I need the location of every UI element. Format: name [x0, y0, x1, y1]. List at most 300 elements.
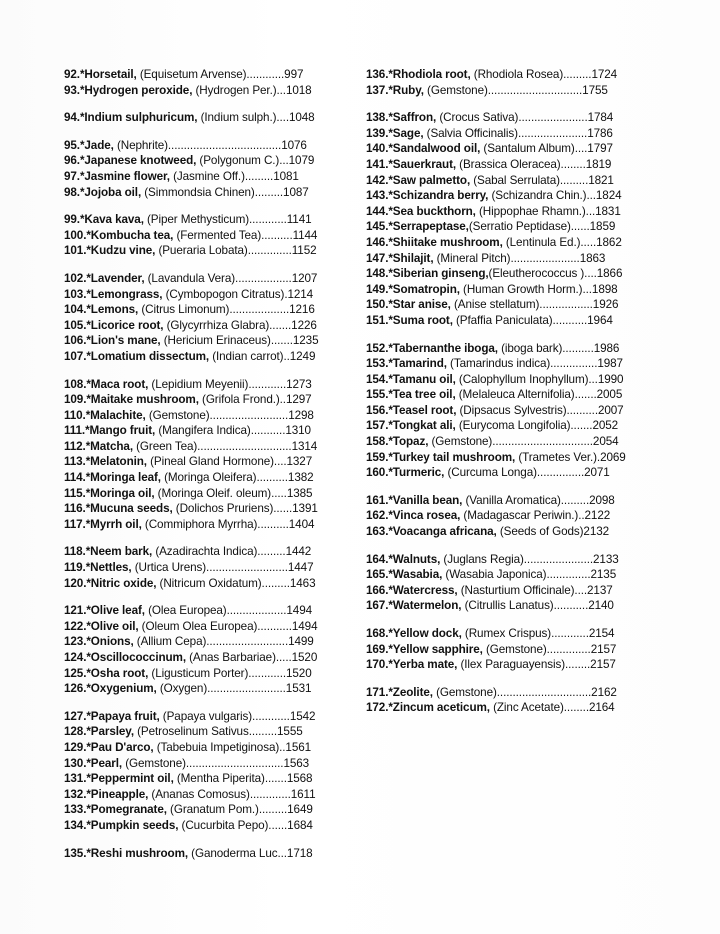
index-entry — [64, 560, 364, 576]
entry-latin-page: (Urtica Urens)..........................1447 — [131, 561, 314, 575]
entry-number: 138. — [366, 111, 389, 125]
entry-name: *Reshi mushroom, — [86, 846, 189, 860]
entry-latin-page: (Green Tea)..............................1314 — [132, 439, 318, 453]
index-entry — [366, 493, 666, 509]
entry-name: *Lion's mane, — [86, 334, 161, 348]
entry-number: 111. — [64, 424, 86, 438]
entry-latin-page: (Simmondsia Chinen).........1087 — [141, 185, 309, 199]
index-entry — [64, 243, 364, 259]
entry-latin-page: (Ligusticum Porter)............1520 — [148, 666, 312, 680]
entry-name: *Somatropin, — [388, 282, 460, 296]
index-entry — [366, 235, 666, 251]
index-entry — [366, 266, 666, 282]
index-group — [64, 271, 364, 365]
index-entry — [366, 83, 666, 99]
entry-number: 157. — [366, 419, 389, 433]
index-entry — [366, 141, 666, 157]
index-entry — [366, 204, 666, 220]
entry-number: 106. — [64, 334, 87, 348]
index-entry — [64, 486, 364, 502]
entry-name: *Pumpkin seeds, — [86, 818, 179, 832]
entry-latin-page: (Mentha Piperita).......1568 — [173, 772, 313, 786]
index-entry — [64, 650, 364, 666]
entry-name: *Zeolite, — [388, 685, 433, 699]
entry-number: 166. — [366, 583, 389, 597]
entry-number: 132. — [64, 787, 87, 801]
index-group — [64, 67, 364, 98]
entry-name: *Lomatium dissectum, — [86, 349, 210, 363]
entry-name: *Voacanga africana, — [388, 525, 497, 539]
entry-name: *Malachite, — [85, 408, 146, 422]
index-entry — [64, 318, 364, 334]
entry-latin-page: (Cymbopogon Citratus).1214 — [162, 287, 314, 301]
index-group — [64, 846, 364, 862]
entry-latin-page: (Lepidium Meyenii)............1273 — [148, 377, 312, 391]
entry-latin-page: (Nephrite)....................................1076 — [113, 138, 307, 152]
entry-name: *Kava kava, — [79, 213, 144, 227]
entry-latin-page: (Citrus Limonum)...................1216 — [138, 303, 315, 317]
entry-name: *Yellow dock, — [388, 627, 462, 640]
entry-number: 95. — [64, 138, 80, 152]
index-entry — [64, 818, 364, 834]
entry-number: 112. — [64, 439, 86, 453]
entry-latin-page: (Gemstone).........................1298 — [145, 408, 314, 422]
entry-latin-page: (Rhodiola Rosea).........1724 — [470, 68, 618, 81]
entry-latin-page: (Allium Cepa)..........................1499 — [133, 635, 314, 649]
entry-name: *Pomegranate, — [86, 803, 167, 817]
entry-latin-page: (Ilex Paraguayensis)........2157 — [457, 658, 616, 672]
entry-latin-page: (Lavandula Vera)..................1207 — [144, 271, 318, 285]
entry-latin-page: (Grifola Frond.)..1297 — [198, 393, 312, 407]
entry-name: *Saffron, — [388, 111, 437, 125]
index-entry — [64, 423, 364, 439]
entry-name: *Vanilla bean, — [388, 493, 463, 507]
entry-number: 139. — [366, 126, 389, 140]
index-entry — [366, 251, 666, 267]
entry-latin-page: (Papaya vulgaris)............1542 — [159, 709, 316, 723]
entry-name: *Sauerkraut, — [388, 157, 457, 171]
index-group — [64, 138, 364, 200]
entry-number: 117. — [64, 517, 86, 531]
entry-number: 144. — [366, 204, 389, 218]
entry-number: 94. — [64, 111, 80, 125]
index-group — [64, 709, 364, 834]
index-entry — [64, 287, 364, 303]
entry-latin-page: (Ananas Comosus).............1611 — [148, 787, 316, 801]
entry-number: 137. — [366, 83, 389, 97]
entry-name: *Nettles, — [85, 561, 132, 575]
entry-name: *Rhodiola root, — [388, 68, 471, 81]
entry-number: 127. — [64, 709, 87, 723]
entry-number: 143. — [366, 189, 389, 203]
entry-latin-page: (Equisetum Arvense)............997 — [136, 68, 304, 81]
entry-number: 133. — [64, 803, 87, 817]
entry-name: *Tabernanthe iboga, — [388, 341, 498, 355]
entry-name: *Oxygenium, — [86, 682, 157, 696]
entry-number: 146. — [366, 235, 389, 249]
entry-number: 131. — [64, 772, 87, 786]
entry-number: 171. — [366, 685, 389, 699]
entry-latin-page: (Olea Europea)...................1494 — [144, 604, 312, 618]
index-entry — [64, 110, 364, 126]
entry-number: 119. — [64, 561, 86, 575]
index-group — [366, 626, 666, 673]
entry-name: *Pau D'arco, — [86, 740, 154, 754]
entry-latin-page: (Trametes Ver.).2069 — [515, 450, 626, 464]
index-entry — [366, 282, 666, 298]
entry-number: 128. — [64, 725, 87, 739]
index-group — [366, 685, 666, 716]
index-entry — [64, 454, 364, 470]
entry-name: *Turkey tail mushroom, — [388, 450, 516, 464]
entry-number: 126. — [64, 682, 87, 696]
entry-number: 96. — [64, 154, 80, 168]
entry-latin-page: (Moringa Oleifera)..........1382 — [160, 471, 314, 485]
entry-name: *Tamanu oil, — [388, 372, 456, 386]
entry-latin-page: (Gemstone)...............................1563 — [122, 756, 310, 770]
entry-name: *Yerba mate, — [388, 658, 458, 672]
entry-latin-page: (Curcuma Longa)...............2071 — [444, 466, 610, 480]
entry-latin-page: (Ganoderma Luc...1718 — [188, 846, 313, 860]
index-entry — [64, 377, 364, 393]
index-entry — [366, 524, 666, 540]
index-group — [366, 552, 666, 614]
entry-name: *Vinca rosea, — [388, 509, 461, 523]
entry-latin-page: (Pueraria Lobata)..............1152 — [155, 244, 317, 258]
entry-number: 110. — [64, 408, 86, 422]
index-entry — [366, 567, 666, 583]
entry-name: *Osha root, — [86, 666, 149, 680]
entry-number: 148. — [366, 267, 389, 281]
entry-name: *Parsley, — [86, 725, 134, 739]
entry-number: 92. — [64, 68, 80, 81]
entry-number: 150. — [366, 298, 389, 312]
entry-name: *Hydrogen peroxide, — [79, 83, 193, 97]
entry-number: 153. — [366, 357, 389, 371]
entry-name: *Yellow sapphire, — [388, 642, 483, 656]
index-entry — [64, 681, 364, 697]
index-entry — [64, 603, 364, 619]
entry-latin-page: (Gemstone)..............................2162 — [432, 685, 617, 699]
entry-name: *Tea tree oil, — [388, 388, 456, 402]
entry-name: *Shilajit, — [388, 251, 434, 265]
index-group — [366, 110, 666, 328]
index-entry — [64, 271, 364, 287]
entry-latin-page: (Pineal Gland Hormone)....1327 — [146, 455, 313, 469]
entry-number: 105. — [64, 318, 87, 332]
entry-name: *Schizandra berry, — [388, 189, 489, 203]
entry-name: *Watermelon, — [388, 599, 462, 613]
index-entry — [64, 185, 364, 201]
entry-name: *Topaz, — [388, 435, 429, 449]
entry-number: 159. — [366, 450, 389, 464]
entry-name: *Suma root, — [388, 313, 453, 327]
index-entry — [64, 802, 364, 818]
entry-number: 97. — [64, 169, 80, 183]
index-entry — [366, 508, 666, 524]
index-entry — [64, 212, 364, 228]
index-entry — [366, 465, 666, 481]
index-entry — [366, 685, 666, 701]
index-entry — [64, 83, 364, 99]
entry-latin-page: (Oxygen).........................1531 — [156, 682, 312, 696]
entry-latin-page: (Piper Methysticum)............1141 — [143, 213, 312, 227]
index-entry — [64, 619, 364, 635]
entry-number: 93. — [64, 83, 80, 97]
entry-number: 130. — [64, 756, 87, 770]
entry-latin-page: (Anise stellatum).................1926 — [450, 298, 619, 312]
entry-name: *Maca root, — [86, 377, 149, 391]
entry-latin-page: (Mineral Pitch)......................1863 — [433, 251, 606, 265]
entry-latin-page: (Crocus Sativa)......................1784 — [436, 111, 614, 125]
index-entry — [366, 657, 666, 673]
entry-name: *Nitric oxide, — [86, 576, 157, 590]
entry-name: *Licorice root, — [86, 318, 164, 332]
entry-name: *Japanese knotweed, — [79, 154, 197, 168]
entry-name: *Indium sulphuricum, — [79, 111, 198, 125]
index-entry — [366, 552, 666, 568]
entry-latin-page: (Salvia Officinalis)......................1786 — [423, 126, 613, 140]
entry-number: 107. — [64, 349, 87, 363]
entry-name: *Saw palmetto, — [388, 173, 471, 187]
entry-latin-page: (Santalum Album)....1797 — [480, 142, 613, 156]
entry-name: *Star anise, — [388, 298, 451, 312]
entry-name: *Onions, — [86, 635, 134, 649]
entry-number: 151. — [366, 313, 389, 327]
entry-number: 113. — [64, 455, 86, 469]
index-entry — [64, 517, 364, 533]
entry-name: *Teasel root, — [388, 403, 457, 417]
entry-number: 118. — [64, 545, 86, 559]
index-entry — [64, 771, 364, 787]
index-entry — [366, 434, 666, 450]
entry-latin-page: (Human Growth Horm.)...1898 — [459, 282, 618, 296]
entry-latin-page: (Zinc Acetate)........2164 — [489, 701, 615, 715]
entry-number: 116. — [64, 502, 86, 516]
entry-latin-page: (Hippophae Rhamn.)...1831 — [475, 204, 621, 218]
index-entry — [366, 372, 666, 388]
entry-latin-page: (Dipsacus Sylvestris)..........2007 — [456, 403, 624, 417]
entry-number: 149. — [366, 282, 389, 296]
index-group — [64, 377, 364, 533]
index-entry — [64, 302, 364, 318]
entry-number: 108. — [64, 377, 87, 391]
entry-number: 140. — [366, 142, 389, 156]
entry-name: *Myrrh oil, — [85, 517, 142, 531]
entry-latin-page: (Commiphora Myrrha)..........1404 — [141, 517, 315, 531]
entry-number: 152. — [366, 341, 389, 355]
entry-name: *Kombucha tea, — [86, 228, 174, 242]
entry-latin-page: (Moringa Oleif. oleum).....1385 — [154, 486, 313, 500]
entry-name: *Peppermint oil, — [86, 772, 174, 786]
entry-name: *Lavender, — [86, 271, 145, 285]
entry-name: *Horsetail, — [79, 68, 137, 81]
entry-latin-page: (Polygonum C.)...1079 — [196, 154, 315, 168]
entry-number: 169. — [366, 642, 389, 656]
index-entry — [366, 313, 666, 329]
entry-name: *Jasmine flower, — [79, 169, 170, 183]
index-group — [64, 212, 364, 259]
index-entry — [64, 470, 364, 486]
entry-number: 134. — [64, 818, 87, 832]
entry-name: *Kudzu vine, — [86, 244, 156, 258]
entry-name: *Sandalwood oil, — [388, 142, 481, 156]
index-entry — [366, 341, 666, 357]
entry-latin-page: (Fermented Tea)..........1144 — [173, 228, 318, 242]
entry-number: 163. — [366, 525, 389, 539]
entry-latin-page: (Eleutherococcus )....1866 — [488, 267, 623, 281]
entry-name: *Watercress, — [388, 583, 458, 597]
entry-name: *Oscillococcinum, — [86, 651, 186, 664]
entry-name: *Matcha, — [85, 439, 133, 453]
entry-number: 99. — [64, 213, 80, 227]
entry-number: 162. — [366, 509, 389, 523]
entry-number: 102. — [64, 271, 87, 285]
index-entry — [64, 228, 364, 244]
index-entry — [64, 439, 364, 455]
entry-name: *Olive leaf, — [86, 604, 145, 618]
entry-name: *Sea buckthorn, — [388, 204, 476, 218]
entry-number: 114. — [64, 471, 86, 485]
entry-name: *Pearl, — [86, 756, 123, 770]
index-entry — [366, 157, 666, 173]
entry-number: 135. — [64, 846, 87, 860]
entry-latin-page: (Madagascar Periwin.)..2122 — [460, 509, 611, 523]
entry-number: 115. — [64, 486, 86, 500]
entry-name: *Maitake mushroom, — [86, 393, 199, 407]
entry-name: *Pineapple, — [86, 787, 149, 801]
index-column-left — [64, 67, 364, 873]
entry-name: *Wasabia, — [388, 568, 443, 582]
entry-name: *Moringa oil, — [85, 486, 155, 500]
index-entry — [64, 576, 364, 592]
index-entry — [64, 408, 364, 424]
entry-latin-page: (Indian carrot)..1249 — [209, 349, 316, 363]
index-entry — [64, 634, 364, 650]
index-entry — [64, 392, 364, 408]
entry-latin-page: (Calophyllum Inophyllum)...1990 — [455, 372, 624, 386]
entry-number: 104. — [64, 303, 87, 317]
entry-number: 156. — [366, 403, 389, 417]
index-entry — [366, 387, 666, 403]
entry-latin-page: (Seeds of Gods)2132 — [496, 525, 610, 539]
entry-number: 168. — [366, 627, 389, 640]
entry-number: 98. — [64, 185, 80, 199]
entry-name: *Mucuna seeds, — [85, 502, 173, 516]
entry-latin-page: (Pfaffia Paniculata)...........1964 — [452, 313, 613, 327]
entry-name: *Shiitake mushroom, — [388, 235, 503, 249]
index-group — [64, 110, 364, 126]
index-entry — [64, 756, 364, 772]
entry-latin-page: (Sabal Serrulata).........1821 — [470, 173, 614, 187]
entry-latin-page: (Gemstone)..............2157 — [482, 642, 617, 656]
entry-name: *Lemongrass, — [86, 287, 163, 301]
entry-name: *Lemons, — [86, 303, 139, 317]
index-group — [64, 544, 364, 591]
entry-name: *Jade, — [79, 138, 114, 152]
index-entry — [366, 626, 666, 642]
entry-latin-page: (Juglans Regia)......................2133 — [440, 552, 619, 566]
entry-latin-page: (Schizandra Chin.)...1824 — [488, 189, 622, 203]
entry-name: *Papaya fruit, — [86, 709, 160, 723]
entry-latin-page: (iboga bark)..........1986 — [497, 341, 620, 355]
index-entry — [64, 846, 364, 862]
entry-number: 122. — [64, 619, 87, 633]
entry-number: 120. — [64, 576, 87, 590]
entry-number: 125. — [64, 666, 87, 680]
entry-latin-page: (Indium sulph.)....1048 — [197, 111, 315, 125]
entry-number: 155. — [366, 388, 389, 402]
entry-latin-page: (Anas Barbariae).....1520 — [185, 651, 318, 664]
entry-number: 158. — [366, 435, 389, 449]
index-entry — [366, 219, 666, 235]
entry-number: 167. — [366, 599, 389, 613]
entry-number: 136. — [366, 68, 389, 81]
entry-latin-page: (Brassica Oleracea)........1819 — [456, 157, 612, 171]
entry-number: 124. — [64, 651, 87, 664]
index-entry — [366, 356, 666, 372]
entry-latin-page: (Nitricum Oxidatum).........1463 — [156, 576, 316, 590]
entry-latin-page: (Melaleuca Alternifolia).......2005 — [455, 388, 623, 402]
index-column-right — [366, 67, 666, 728]
index-entry — [366, 173, 666, 189]
entry-latin-page: (Gemstone)..............................1755 — [423, 83, 608, 97]
entry-name: *Neem bark, — [85, 545, 153, 559]
entry-latin-page: (Petroselinum Sativus.........1555 — [133, 725, 303, 739]
entry-latin-page: (Wasabia Japonica)..............2135 — [442, 568, 617, 582]
entry-name: *Jojoba oil, — [79, 185, 142, 199]
index-entry — [64, 67, 364, 83]
index-entry — [366, 67, 666, 83]
entry-name: *Sage, — [388, 126, 424, 140]
entry-number: 141. — [366, 157, 389, 171]
entry-latin-page: (Serratio Peptidase)......1859 — [468, 220, 616, 234]
index-entry — [366, 110, 666, 126]
index-entry — [64, 349, 364, 365]
entry-number: 160. — [366, 466, 389, 480]
entry-name: *Melatonin, — [85, 455, 147, 469]
index-entry — [366, 418, 666, 434]
entry-number: 165. — [366, 568, 389, 582]
entry-number: 103. — [64, 287, 87, 301]
index-entry — [64, 501, 364, 517]
entry-number: 147. — [366, 251, 389, 265]
entry-name: *Serrapeptase, — [388, 220, 469, 234]
entry-number: 129. — [64, 740, 87, 754]
entry-latin-page: (Glycyrrhiza Glabra).......1226 — [163, 318, 317, 332]
entry-latin-page: (Oleum Olea Europea)...........1494 — [138, 619, 318, 633]
index-entry — [366, 297, 666, 313]
entry-latin-page: (Jasmine Off.).........1081 — [169, 169, 299, 183]
entry-latin-page: (Tamarindus indica)...............1987 — [446, 357, 623, 371]
entry-latin-page: (Gemstone)................................2054 — [428, 435, 619, 449]
entry-latin-page: (Rumex Crispus)............2154 — [461, 627, 615, 640]
entry-number: 100. — [64, 228, 87, 242]
index-entry — [64, 153, 364, 169]
index-entry — [64, 666, 364, 682]
index-group — [366, 493, 666, 540]
entry-name: *Mango fruit, — [85, 424, 156, 438]
index-entry — [64, 724, 364, 740]
entry-name: *Ruby, — [388, 83, 424, 97]
entry-number: 145. — [366, 220, 389, 234]
index-entry — [366, 403, 666, 419]
entry-number: 170. — [366, 658, 389, 672]
index-entry — [64, 787, 364, 803]
entry-latin-page: (Dolichos Pruriens)......1391 — [172, 502, 318, 516]
entry-number: 109. — [64, 393, 87, 407]
entry-latin-page: (Nasturtium Officinale)....2137 — [457, 583, 613, 597]
